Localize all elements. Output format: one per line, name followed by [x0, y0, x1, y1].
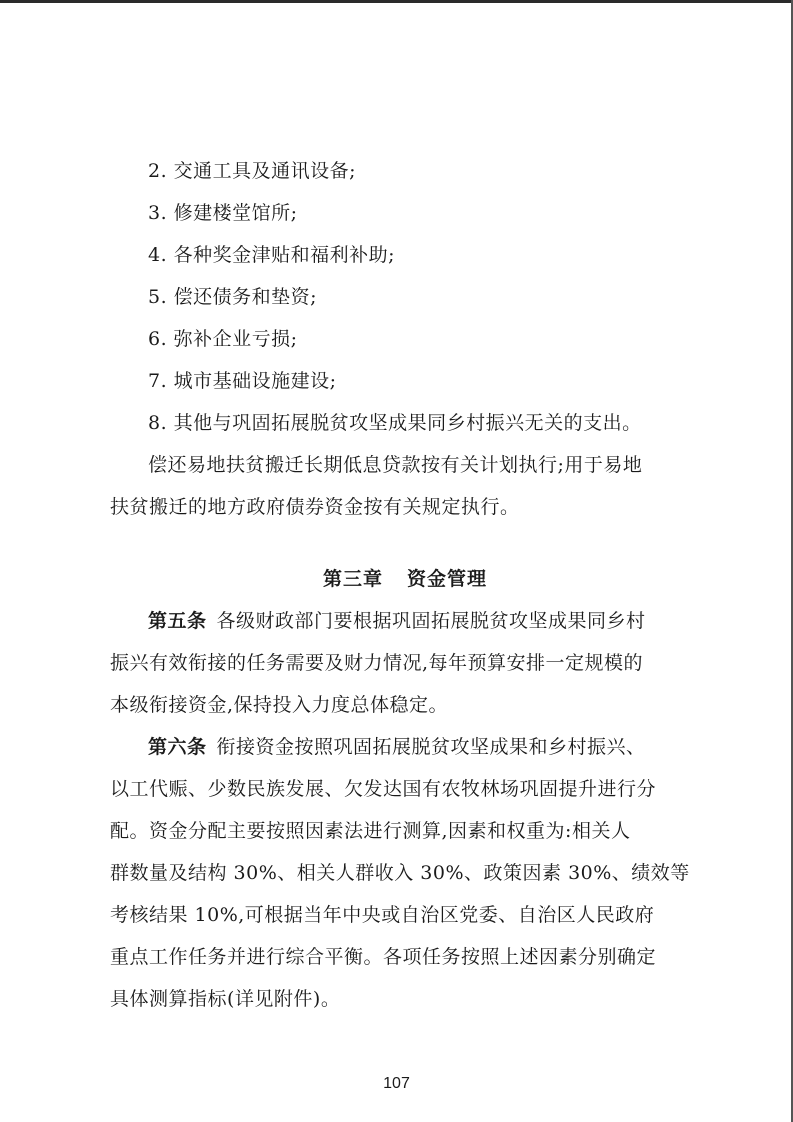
- paragraph-line: 扶贫搬迁的地方政府债券资金按有关规定执行。: [110, 496, 520, 518]
- document-body: [110, 150, 700, 1020]
- scan-top-edge: [0, 0, 793, 3]
- paragraph-line: 偿还易地扶贫搬迁长期低息贷款按有关计划执行;用于易地: [148, 454, 643, 476]
- article-6-line: [110, 726, 700, 768]
- article-5-label: 第五条: [148, 610, 207, 632]
- article-6-line: 配。资金分配主要按照因素法进行测算,因素和权重为:相关人: [110, 820, 631, 842]
- list-item: 8. 其他与巩固拓展脱贫攻坚成果同乡村振兴无关的支出。: [148, 412, 642, 434]
- chapter-heading: [110, 558, 700, 600]
- article-5-line: 本级衔接资金,保持投入力度总体稳定。: [110, 694, 449, 716]
- list-item: 6. 弥补企业亏损;: [148, 328, 298, 350]
- section-spacer: [110, 528, 700, 558]
- page-number: 107: [383, 1075, 410, 1092]
- chapter-number: 第三章: [322, 568, 383, 590]
- article-6-line: 具体测算指标(详见附件)。: [110, 988, 341, 1010]
- article-6-text: 衔接资金按照巩固拓展脱贫攻坚成果和乡村振兴、: [216, 736, 646, 758]
- list-item: 3. 修建楼堂馆所;: [148, 202, 298, 224]
- list-item: 4. 各种奖金津贴和福利补助;: [148, 244, 396, 266]
- article-6-line: 以工代赈、少数民族发展、欠发达国有农牧林场巩固提升进行分: [110, 778, 657, 800]
- chapter-title: 资金管理: [407, 568, 488, 590]
- article-5-line: [110, 600, 700, 642]
- article-5-line: 振兴有效衔接的任务需要及财力情况,每年预算安排一定规模的: [110, 652, 644, 674]
- article-6-line: 重点工作任务并进行综合平衡。各项任务按照上述因素分别确定: [110, 946, 657, 968]
- article-6-label: 第六条: [148, 736, 207, 758]
- list-item: 7. 城市基础设施建设;: [148, 370, 337, 392]
- article-5-text: 各级财政部门要根据巩固拓展脱贫攻坚成果同乡村: [216, 610, 646, 632]
- article-6-line: 群数量及结构 30%、相关人群收入 30%、政策因素 30%、绩效等: [110, 862, 690, 884]
- list-item: 5. 偿还债务和垫资;: [148, 286, 318, 308]
- list-item: 2. 交通工具及通讯设备;: [148, 160, 357, 182]
- article-6-line: 考核结果 10%,可根据当年中央或自治区党委、自治区人民政府: [110, 904, 655, 926]
